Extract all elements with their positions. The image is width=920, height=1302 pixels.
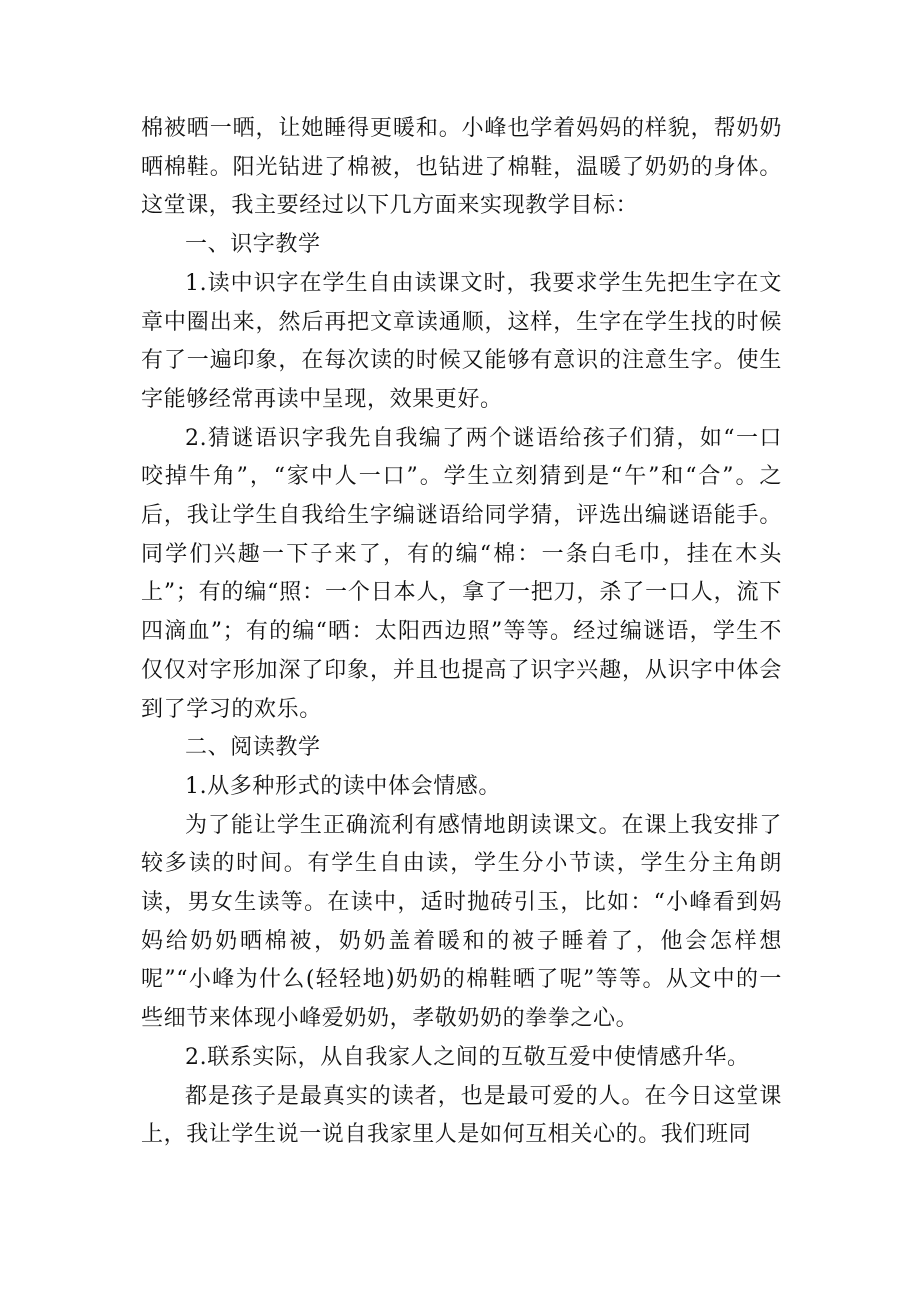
paragraph-continuation: 棉被晒一晒，让她睡得更暖和。小峰也学着妈妈的样貌，帮奶奶晒棉鞋。阳光钻进了棉被，也钻进了棉鞋，温暖了奶奶的身体。这堂课，我主要经过以下几方面来实现教学目标：	[141, 116, 782, 219]
paragraph-reading-forms: 为了能让学生正确流利有感情地朗读课文。在课上我安排了较多读的时间。有学生自由读，学生分小节读，学生分主角朗读，男女生读等。在读中，适时抛砖引玉，比如：“小峰看到妈妈给奶奶晒棉被，奶奶盖着暖和的被子睡着了，他会怎样想呢”“小峰为什么(轻轻地)奶奶的棉鞋晒了呢”等等。从文中的一些细节来体现小峰爱奶奶，孝敬奶奶的拳拳之心。	[141, 812, 782, 1032]
section-heading-literacy: 一、识字教学	[185, 232, 321, 258]
section-heading-reading: 二、阅读教学	[185, 735, 321, 761]
paragraph-riddle-literacy: 2.猜谜语识字我先自我编了两个谜语给孩子们猜，如“一口咬掉牛角”，“家中人一口”。学生立刻猜到是“午”和“合”。之后，我让学生自我给生字编谜语给同学猜，评选出编谜语能手。同学们兴趣一下子来了，有的编“棉：一条白毛巾，挂在木头上”；有的编“照：一个日本人，拿了一把刀，杀了一口人，流下四滴血”；有的编“晒：太阳西边照”等等。经过编谜语，学生不仅仅对字形加深了印象，并且也提高了识字兴趣，从识字中体会到了学习的欢乐。	[141, 425, 782, 722]
subheading-family-emotion: 2.联系实际，从自我家人之间的互敬互爱中使情感升华。	[185, 1044, 750, 1070]
paragraph-reading-literacy: 1.读中识字在学生自由读课文时，我要求学生先把生字在文章中圈出来，然后再把文章读通顺，这样，生字在学生找的时候有了一遍印象，在每次读的时候又能够有意识的注意生字。使生字能够经常再读中呈现，效果更好。	[141, 270, 782, 412]
subheading-reading-forms: 1.从多种形式的读中体会情感。	[185, 773, 501, 799]
paragraph-family-emotion: 都是孩子是最真实的读者，也是最可爱的人。在今日这堂课上，我让学生说一说自我家里人是如何互相关心的。我们班同	[141, 1083, 782, 1148]
